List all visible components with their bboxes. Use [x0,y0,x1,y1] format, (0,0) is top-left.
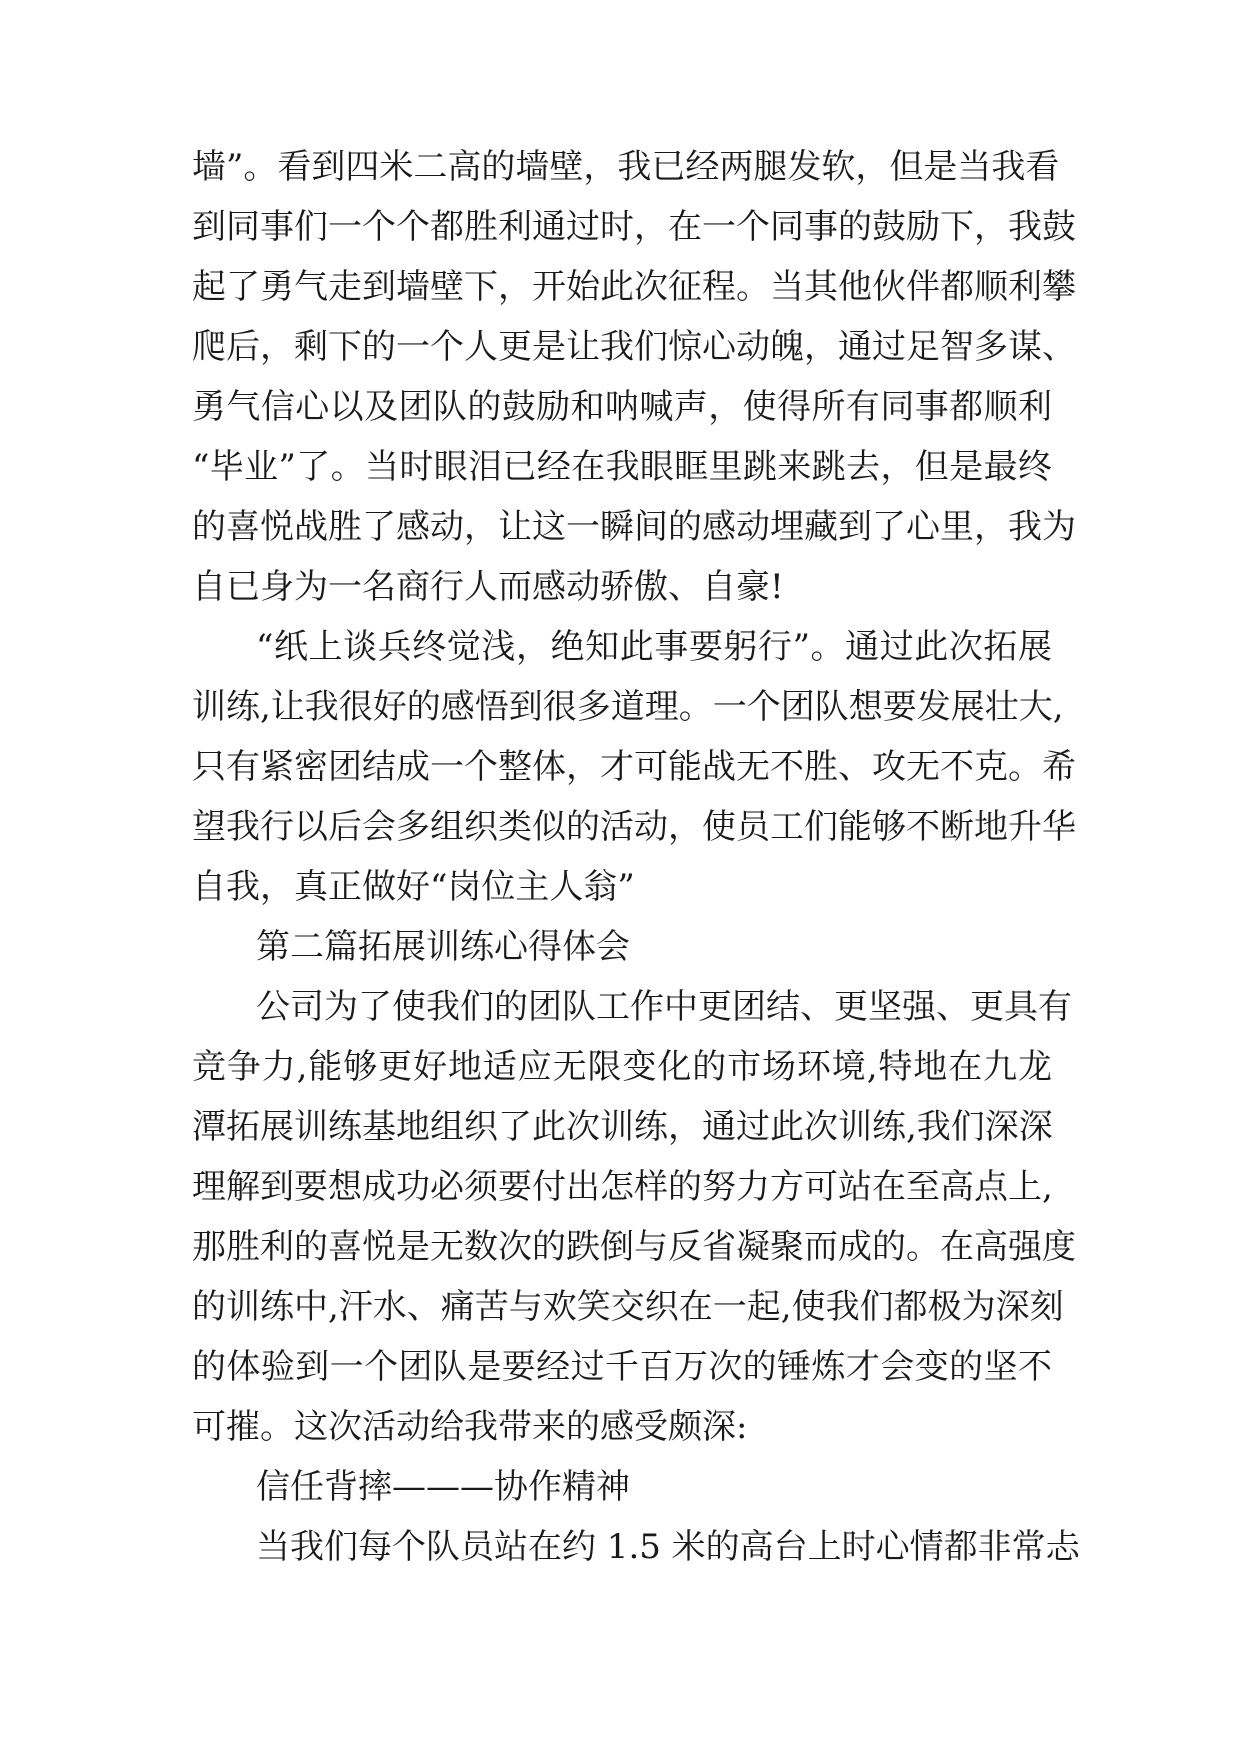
text-line: 的体验到一个团队是要经过千百万次的锤炼才会变的坚不 [192,1347,1052,1387]
text-line: 墙”。看到四米二高的墙壁，我已经两腿发软，但是当我看 [192,147,1060,187]
text-line: 的训练中,汗水、痛苦与欢笑交织在一起,使我们都极为深刻 [192,1287,1064,1327]
text-line: 竞争力,能够更好地适应无限变化的市场环境,特地在九龙 [192,1047,1052,1087]
text-line: 到同事们一个个都胜利通过时，在一个同事的鼓励下，我鼓 [192,207,1076,247]
text-line: “毕业”了。当时眼泪已经在我眼眶里跳来跳去，但是最终 [192,447,1052,487]
text-line: 潭拓展训练基地组织了此次训练，通过此次训练,我们深深 [192,1107,1053,1147]
subsection-heading: 信任背摔———协作精神 [256,1467,630,1507]
text-line: 勇气信心以及团队的鼓励和呐喊声，使得所有同事都顺利 [192,387,1052,427]
text-line: 那胜利的喜悦是无数次的跌倒与反省凝聚而成的。在高强度 [192,1227,1076,1267]
text-line: 起了勇气走到墙壁下，开始此次征程。当其他伙伴都顺利攀 [192,267,1076,307]
text-line: 训练,让我很好的感悟到很多道理。一个团队想要发展壮大, [192,687,1064,727]
text-line: 当我们每个队员站在约 1.5 米的高台上时心情都非常忐 [256,1527,1080,1567]
section-heading: 第二篇拓展训练心得体会 [256,927,630,967]
text-line: 自已身为一名商行人而感动骄傲、自豪! [192,567,784,607]
text-line: 望我行以后会多组织类似的活动，使员工们能够不断地升华 [192,807,1076,847]
text-line: “纸上谈兵终觉浅，绝知此事要躬行”。通过此次拓展 [256,627,1052,667]
text-line: 理解到要想成功必须要付出怎样的努力方可站在至高点上, [192,1167,1053,1207]
text-line: 公司为了使我们的团队工作中更团结、更坚强、更具有 [256,987,1072,1027]
text-line: 自我，真正做好“岗位主人翁” [192,867,635,907]
text-line: 可摧。这次活动给我带来的感受颇深: [192,1407,748,1447]
text-line: 的喜悦战胜了感动，让这一瞬间的感动埋藏到了心里，我为 [192,507,1076,547]
text-line: 爬后，剩下的一个人更是让我们惊心动魄，通过足智多谋、 [192,327,1076,367]
text-line: 只有紧密团结成一个整体，才可能战无不胜、攻无不克。希 [192,747,1076,787]
